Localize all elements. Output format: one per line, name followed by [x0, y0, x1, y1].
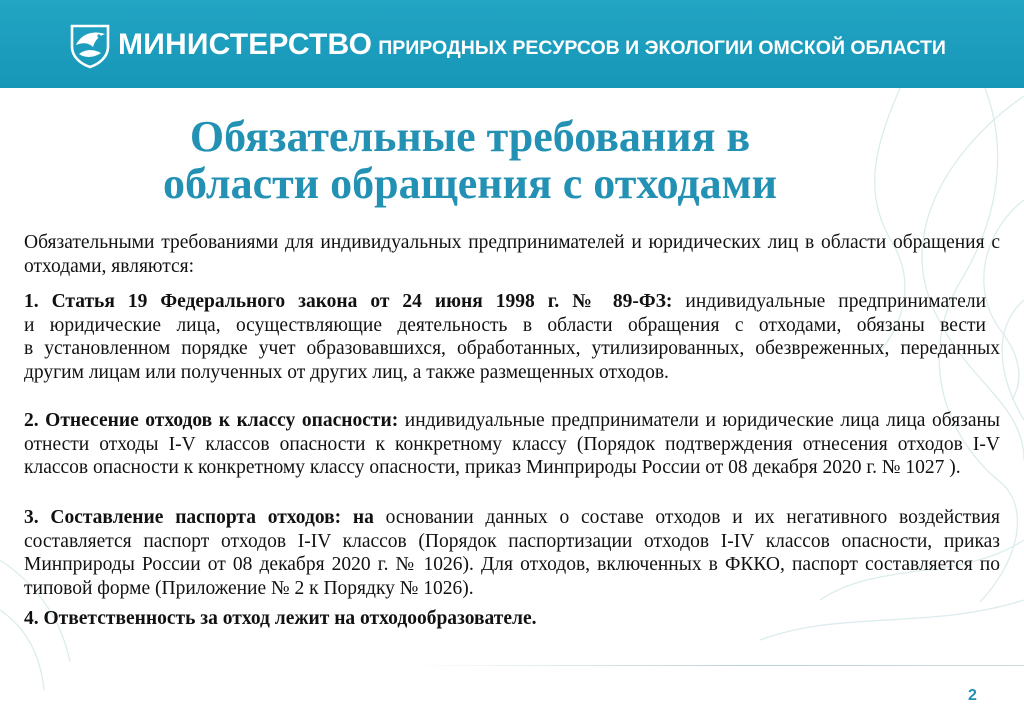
footer-divider — [0, 665, 1024, 666]
ministry-name-main: МИНИСТЕРСТВО — [118, 28, 373, 61]
requirement-item-3 — [24, 506, 1000, 600]
requirement-item-3-text: основании данных о составе отходов и их негативного воздействия составляется паспорт отходов I-IV классов (Порядок паспортизации отходов I-IV классов опасности, приказ Минприроды России от 08 декабря 2020 г. № 1026). Для отходов, включенных в ФККО, паспорт составляется по типовой форме (Приложение № 2 к Порядку № 1026). — [24, 507, 1000, 599]
requirement-item-1-text-2: и юридические лица, осуществляющие деятельность в области обращения с отходами, обязаны вести — [24, 314, 986, 336]
slide-title-line-1: Обязательные требования в — [189, 112, 751, 161]
page-number: 2 — [968, 687, 977, 704]
ministry-emblem-icon — [66, 21, 114, 69]
ministry-name-sub: ПРИРОДНЫХ РЕСУРСОВ И ЭКОЛОГИИ ОМСКОЙ ОБЛАСТИ — [378, 37, 946, 59]
slide-title-line-2: области обращения с отходами — [163, 159, 777, 208]
requirement-item-4-heading: 4. Ответственность за отход лежит на отходообразователе. — [24, 608, 537, 629]
decor-curve — [922, 96, 1024, 460]
requirement-item-3-heading: 3. Составление паспорта отходов: на — [24, 507, 374, 528]
requirement-item-1-heading: 1. Статья 19 Федерального закона от 24 июня 1998 г. № 89-ФЗ: — [24, 291, 673, 312]
decor-curve — [1002, 300, 1024, 420]
requirement-item-2-text: индивидуальные предприниматели и юридические лица лица обязаны отнести отходы I-V классов опасности к конкретному классу (Порядок подтверждения отнесения отходов I-V классов опасности к конкретному классу опасности, приказ Минприроды России от 08 декабря 2020 г. № 1027 ). — [24, 410, 1001, 478]
requirement-item-2-heading: 2. Отнесение отходов к классу опасности: — [24, 410, 399, 431]
requirement-item-1-text-3: в установленном порядке учет образовавшихся, обработанных, утилизированных, обезвреженных, переданных другим лицам или полученных от других лиц, а также размещенных отходов. — [24, 338, 1000, 383]
requirement-item-1 — [24, 290, 1000, 384]
requirement-item-2 — [24, 409, 1000, 480]
slide-title — [120, 113, 820, 207]
requirement-item-4 — [24, 607, 1000, 631]
header-bar — [0, 0, 1024, 88]
requirement-item-1-text-1: индивидуальные предприниматели — [685, 291, 986, 312]
intro-paragraph: Обязательными требованиями для индивидуальных предпринимателей и юридических лиц в области обращения с отходами, являются: — [24, 232, 1000, 277]
requirement-item-1-line-1 — [24, 290, 986, 314]
ministry-name — [118, 28, 946, 62]
